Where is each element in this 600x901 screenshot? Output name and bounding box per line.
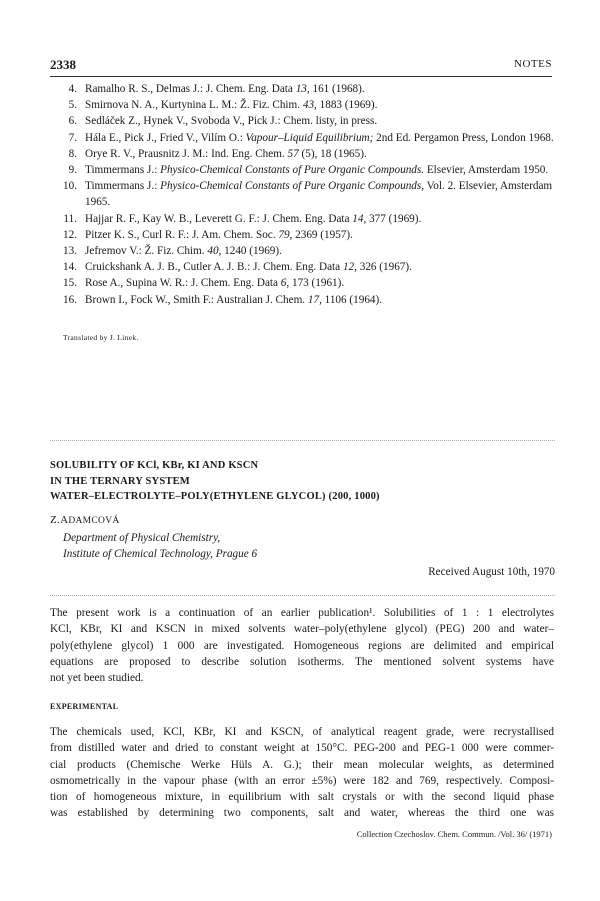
reference-text: Sedláček Z., Hynek V., Svoboda V., Pick J.: Chem. listy, in press. <box>85 115 378 128</box>
reference-list <box>50 81 555 308</box>
reference-item <box>50 211 555 227</box>
affiliation-line: Institute of Chemical Technology, Prague 6 <box>63 548 258 560</box>
reference-text: Brown I., Fock W., Smith F.: Australian J. Chem. <box>85 293 308 306</box>
reference-italic-text: 57 <box>287 147 299 160</box>
reference-text: Elsevier, Amsterdam 1950. <box>424 164 549 177</box>
reference-text: Hála E., Pick J., Fried V., Vilím O.: <box>85 131 246 144</box>
article-divider-top <box>50 440 555 441</box>
reference-text: Smirnova N. A., Kurtynina L. M.: Ž. Fiz. Chim. <box>85 99 303 112</box>
text-line: tion of homogeneous mixture, in equilibrium with salt crystals or with the second liquid phase <box>50 791 554 804</box>
affiliation <box>63 530 257 562</box>
reference-number: 6. <box>68 115 77 128</box>
reference-item <box>50 292 555 308</box>
reference-italic-text: 40, <box>207 245 222 258</box>
affiliation-line: Department of Physical Chemistry, <box>63 532 221 544</box>
text-line: was established by determining two components, salt and water, whereas the third one was <box>50 807 554 820</box>
title-line: SOLUBILITY OF KCl, KBr, KI AND KSCN <box>50 460 259 471</box>
reference-italic-text: 6, <box>280 277 290 290</box>
reference-text: Cruickshank A. J. B., Cutler A. J. B.: J. Chem. Eng. Data <box>85 261 343 274</box>
title-line: IN THE TERNARY SYSTEM <box>50 475 190 487</box>
reference-text: Timmermans J.: <box>85 164 161 177</box>
title-line: WATER–ELECTROLYTE–POLY(ETHYLENE GLYCOL) (200, 1000) <box>50 491 380 502</box>
reference-number: 8. <box>68 147 77 160</box>
section-heading-experimental: EXPERIMENTAL <box>50 702 119 711</box>
reference-italic-text: 13, <box>295 83 310 95</box>
reference-text: 377 (1969). <box>366 212 422 225</box>
journal-footer: Collection Czechoslov. Chem. Commun. /Vol. 36/ (1971) <box>356 829 552 839</box>
reference-text: Vol. 2. Elsevier, Amsterdam 1965. <box>85 180 553 209</box>
author-name <box>50 514 120 526</box>
reference-text: 161 (1968). <box>309 83 365 95</box>
reference-number: 9. <box>68 164 77 177</box>
reference-number: 14. <box>63 261 77 274</box>
reference-number: 12. <box>63 228 77 241</box>
text-line: The present work is a continuation of an earlier publication¹. Solubilities of 1 : 1 electrolytes <box>50 607 554 619</box>
text-line: not yet been studied. <box>50 672 144 685</box>
reference-item <box>50 275 555 291</box>
reference-item <box>50 243 555 259</box>
reference-item <box>50 97 555 113</box>
reference-italic-text: 79, <box>278 228 293 241</box>
translator-note: Translated by J. Linek. <box>63 333 139 342</box>
text-line: poly(ethylene glycol) 1 000 are investigated. Homogeneous regions are delimited and empirical <box>50 639 554 652</box>
reference-item <box>50 227 555 243</box>
reference-text: 1883 (1969). <box>316 99 378 112</box>
reference-italic-text: Physico-Chemical Constants of Pure Organic Compounds. <box>160 164 425 177</box>
reference-text: Hajjar R. F., Kay W. B., Leverett G. F.: J. Chem. Eng. Data <box>85 212 353 225</box>
text-line: from distilled water and dried to constant weight at 150°C. PEG-200 and PEG-1 000 were commer- <box>50 742 554 755</box>
text-line: cial products (Chemische Werke Hüls A. G.); their mean molecular weights, as determined <box>50 758 554 771</box>
reference-text: 2369 (1957). <box>292 228 353 241</box>
reference-italic-text: 14, <box>352 212 367 225</box>
page-header <box>50 57 552 73</box>
reference-italic-text: 17, <box>307 293 322 306</box>
text-line: KCl, KBr, KI and KSCN in mixed solvents water–poly(ethylene glycol) (PEG) 200 and water– <box>50 623 554 636</box>
reference-text: 1240 (1969). <box>221 245 282 258</box>
reference-text: Orye R. V., Prausnitz J. M.: Ind. Eng. Chem. <box>85 147 288 160</box>
reference-item <box>50 130 555 146</box>
reference-text: 1106 (1964). <box>321 293 383 306</box>
reference-text: 173 (1961). <box>289 277 345 290</box>
reference-text: Timmermans J.: <box>85 180 161 193</box>
text-line: osmometrically in the vapour phase (with an error ±5%) were 182 and 769, respectively. Composi- <box>50 774 554 787</box>
reference-number: 11. <box>63 212 77 225</box>
received-date: Received August 10th, 1970 <box>428 566 555 578</box>
reference-number: 5. <box>68 99 77 112</box>
reference-item <box>50 162 555 178</box>
reference-number: 15. <box>63 277 77 290</box>
reference-item <box>50 259 555 275</box>
page-number: 2338 <box>50 57 76 72</box>
reference-text: (5), 18 (1965). <box>298 147 367 160</box>
reference-italic-text: Vapour–Liquid Equilibrium; <box>245 131 374 144</box>
section-name: NOTES <box>514 58 552 70</box>
reference-item <box>50 113 555 129</box>
reference-text: Pitzer K. S., Curl R. F.: J. Am. Chem. Soc. <box>85 228 279 241</box>
reference-text: 2nd Ed. Pergamon Press, London 1968. <box>373 131 554 144</box>
article-title <box>50 458 555 505</box>
reference-italic-text: Physico-Chemical Constants of Pure Organic Compounds, <box>160 180 425 193</box>
text-line: equations are proposed to describe solution isotherms. The mentioned solvent systems have <box>50 655 554 668</box>
reference-number: 4. <box>68 83 77 95</box>
article-divider-bottom <box>50 595 555 596</box>
reference-number: 7. <box>68 131 77 144</box>
reference-item <box>50 81 555 97</box>
reference-italic-text: 12, <box>342 261 357 274</box>
reference-text: Ramalho R. S., Delmas J.: J. Chem. Eng. Data <box>85 83 296 95</box>
reference-text: Jefremov V.: Ž. Fiz. Chim. <box>85 245 208 258</box>
author-surname: DAMCOVÁ <box>68 516 120 526</box>
reference-item <box>50 146 555 162</box>
reference-number: 10. <box>63 180 77 193</box>
reference-text: Rose A., Supina W. R.: J. Chem. Eng. Data <box>85 277 281 290</box>
experimental-paragraph <box>50 724 554 822</box>
text-line: The chemicals used, KCl, KBr, KI and KSCN, of analytical reagent grade, were recrystallised <box>50 726 554 738</box>
reference-number: 13. <box>63 245 77 258</box>
reference-italic-text: 43, <box>302 99 317 112</box>
reference-number: 16. <box>63 293 77 306</box>
reference-text: 326 (1967). <box>356 261 412 274</box>
intro-paragraph <box>50 605 554 686</box>
header-rule <box>50 76 552 77</box>
author-initial: Z.A <box>50 514 69 526</box>
reference-item <box>50 178 555 210</box>
